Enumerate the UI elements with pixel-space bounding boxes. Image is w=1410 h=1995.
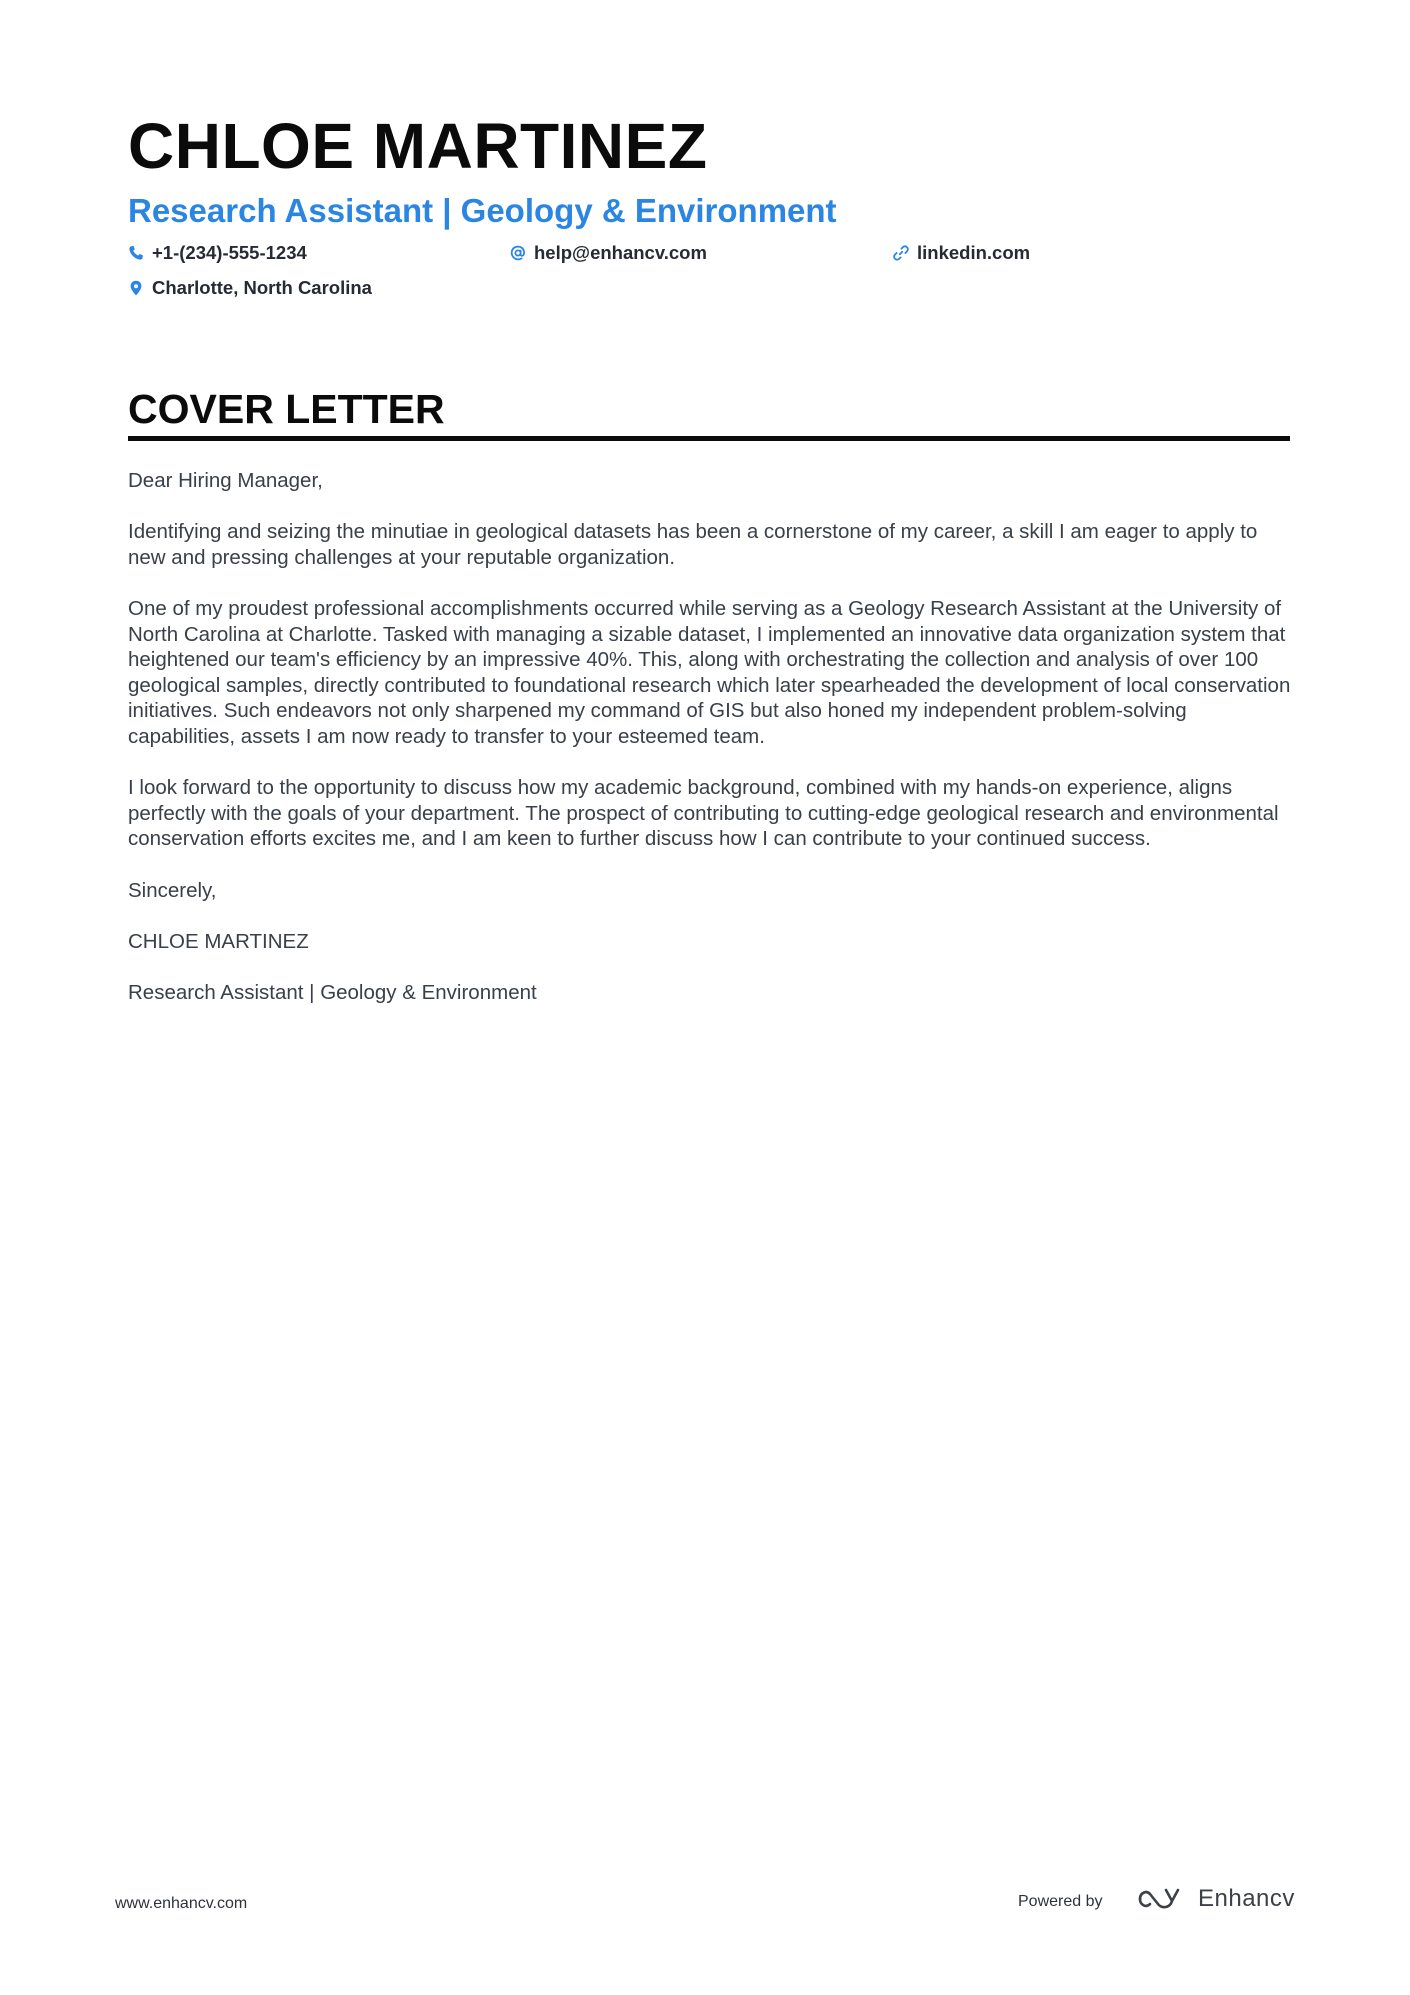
phone-text: +1-(234)-555-1234 [152,242,307,263]
letter-paragraph: One of my proudest professional accomplishments occurred while serving as a Geology Research Assistant at the University of North Carolina at Charlotte. Tasked with managing a sizable dataset, I implemented an innovative data organization system that heightened our team's efficiency by an impressive 40%. This, along with orchestrating the collection and analysis of over 100 geological samples, directly contributed to foundational research which later spearheaded the development of local conservation initiatives. Such endeavors not only sharpened my command of GIS but also honed my independent problem-solving capabilities, assets I am now ready to transfer to your esteemed team. [128,596,1291,748]
phone-icon [128,245,144,261]
letter-paragraph: Identifying and seizing the minutiae in geological datasets has been a cornerstone of my career, a skill I am eager to apply to new and pressing challenges at your reputable organization. [128,520,1258,569]
brand-logo[interactable] [1138,1884,1295,1914]
letter-paragraph: I look forward to the opportunity to discuss how my academic background, combined with my hands-on experience, aligns perfectly with the goals of your department. The prospect of contributing to cutting-edge geological research and environmental conservation efforts excites me, and I am keen to further discuss how I can contribute to your continued success. [128,776,1279,851]
powered-by-label: Powered by [1018,1893,1103,1910]
letter-body [128,468,1293,1031]
email-text: help@enhancv.com [534,242,707,263]
brand-name: Enhancv [1198,1885,1295,1912]
footer-url[interactable]: www.enhancv.com [115,1895,248,1912]
letter-greeting: Dear Hiring Manager, [128,469,323,492]
letter-closing: Sincerely, [128,878,217,902]
contact-link[interactable] [893,240,1030,266]
contact-location [128,275,372,301]
enhancv-logo-icon [1138,1886,1186,1912]
location-text: Charlotte, North Carolina [152,277,372,298]
at-icon [510,245,526,261]
link-text: linkedin.com [917,242,1031,263]
signature-title: Research Assistant | Geology & Environment [128,980,537,1004]
section-divider [128,436,1290,441]
applicant-title: Research Assistant | Geology & Environment [128,192,837,229]
contact-email[interactable] [510,240,707,266]
contact-phone[interactable] [128,240,307,266]
location-pin-icon [128,280,144,296]
link-icon [893,245,909,261]
signature-name: CHLOE MARTINEZ [128,929,309,953]
section-title: COVER LETTER [128,386,445,432]
applicant-name: CHLOE MARTINEZ [128,110,708,182]
